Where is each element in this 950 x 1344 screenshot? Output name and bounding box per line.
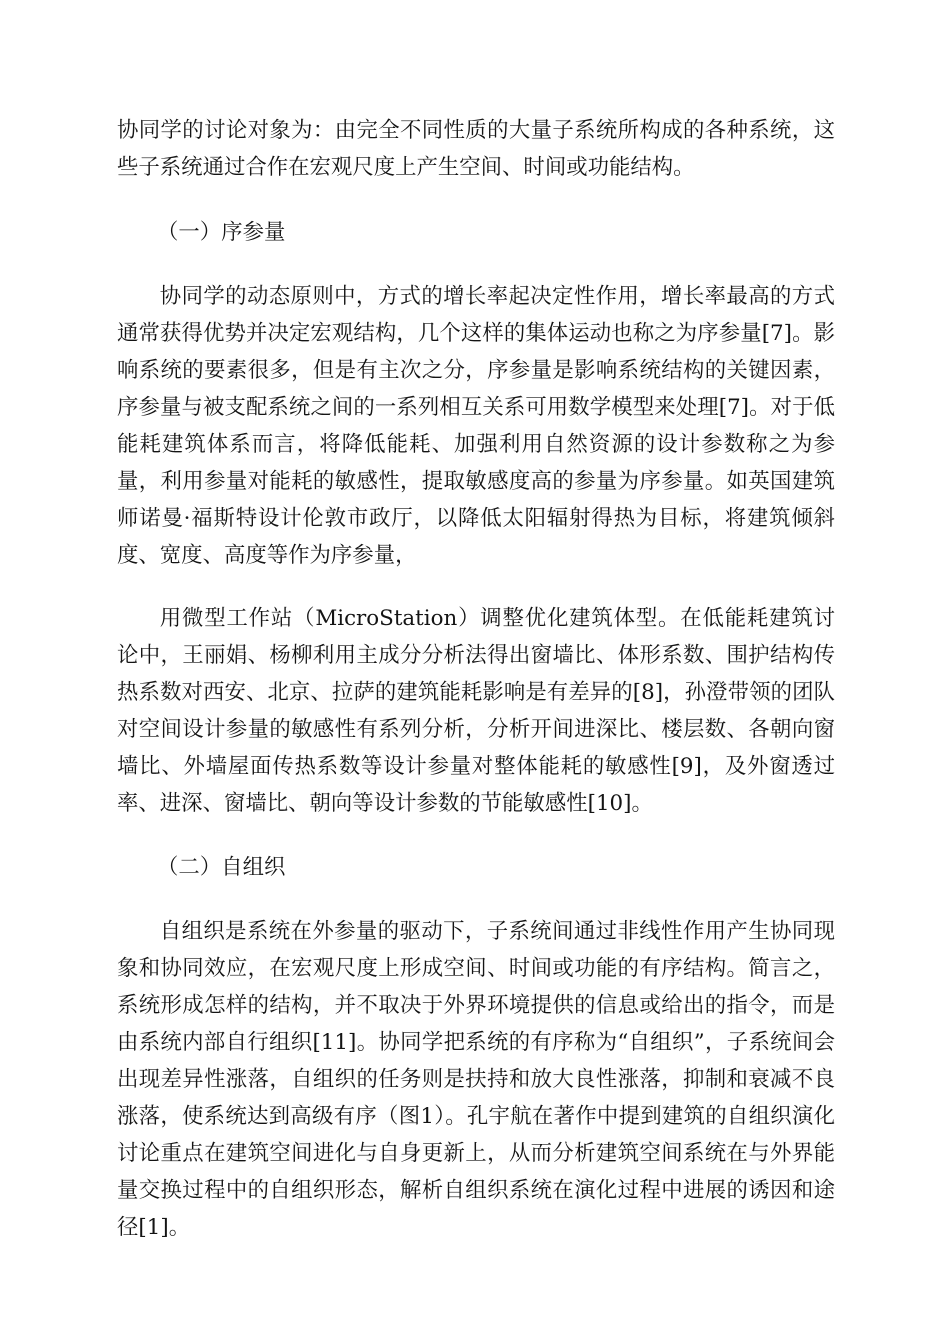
spacer — [117, 574, 835, 600]
intro-paragraph: 协同学的讨论对象为：由完全不同性质的大量子系统所构成的各种系统，这些子系统通过合作在宏观尺度上产生空间、时间或功能结构。 — [117, 118, 835, 180]
order-parameter-paragraph: 协同学的动态原则中，方式的增长率起决定性作用，增长率最高的方式通常获得优势并决定宏观结构，几个这样的集体运动也称之为序参量[7]。影响系统的要素很多，但是有主次之分，序参量是影响系统结构的关键因素，序参量与被支配系统之间的一系列相互关系可用数学模型来处理[7]。对于低能耗建筑体系而言，将降低能耗、加强利用自然资源的设计参数称之为参量，利用参量对能耗的敏感性，提取敏感度高的参量为序参量。如英国建筑师诺曼·福斯特设计伦敦市政厅，以降低太阳辐射得热为目标，将建筑倾斜度、宽度、高度等作为序参量， — [117, 284, 835, 568]
spacer — [117, 822, 835, 849]
section-heading-self-organization: （二）自组织 — [157, 855, 286, 880]
section-heading-order-parameter: （一）序参量 — [157, 220, 286, 245]
self-organization-paragraph: 自组织是系统在外参量的驱动下，子系统间通过非线性作用产生协同现象和协同效应，在宏观尺度上形成空间、时间或功能的有序结构。简言之，系统形成怎样的结构，并不取决于外界环境提供的信息或给出的指令，而是由系统内部自行组织[11]。协同学把系统的有序称为“自组织”，子系统间会出现差异性涨落，自组织的任务则是扶持和放大良性涨落，抑制和衰减不良涨落，使系统达到高级有序（图1）。孔宇航在著作中提到建筑的自组织演化讨论重点在建筑空间进化与自身更新上，从而分析建筑空间系统在与外界能量交换过程中的自组织形态，解析自组织系统在演化过程中进展的诱因和途径[1]。 — [117, 919, 835, 1240]
order-parameter-paragraph-continued: 用微型工作站（MicroStation）调整优化建筑体型。在低能耗建筑讨论中，王丽娟、杨柳利用主成分分析法得出窗墙比、体形系数、围护结构传热系数对西安、北京、拉萨的建筑能耗影响是有差异的[8]，孙澄带领的团队对空间设计参量的敏感性有系列分析，分析开间进深比、楼层数、各朝向窗墙比、外墙屋面传热系数等设计参量对整体能耗的敏感性[9]，及外窗透过率、进深、窗墙比、朝向等设计参数的节能敏感性[10]。 — [117, 606, 835, 816]
spacer — [117, 886, 835, 913]
document-body — [117, 112, 835, 1246]
spacer — [117, 186, 835, 214]
spacer — [117, 251, 835, 278]
